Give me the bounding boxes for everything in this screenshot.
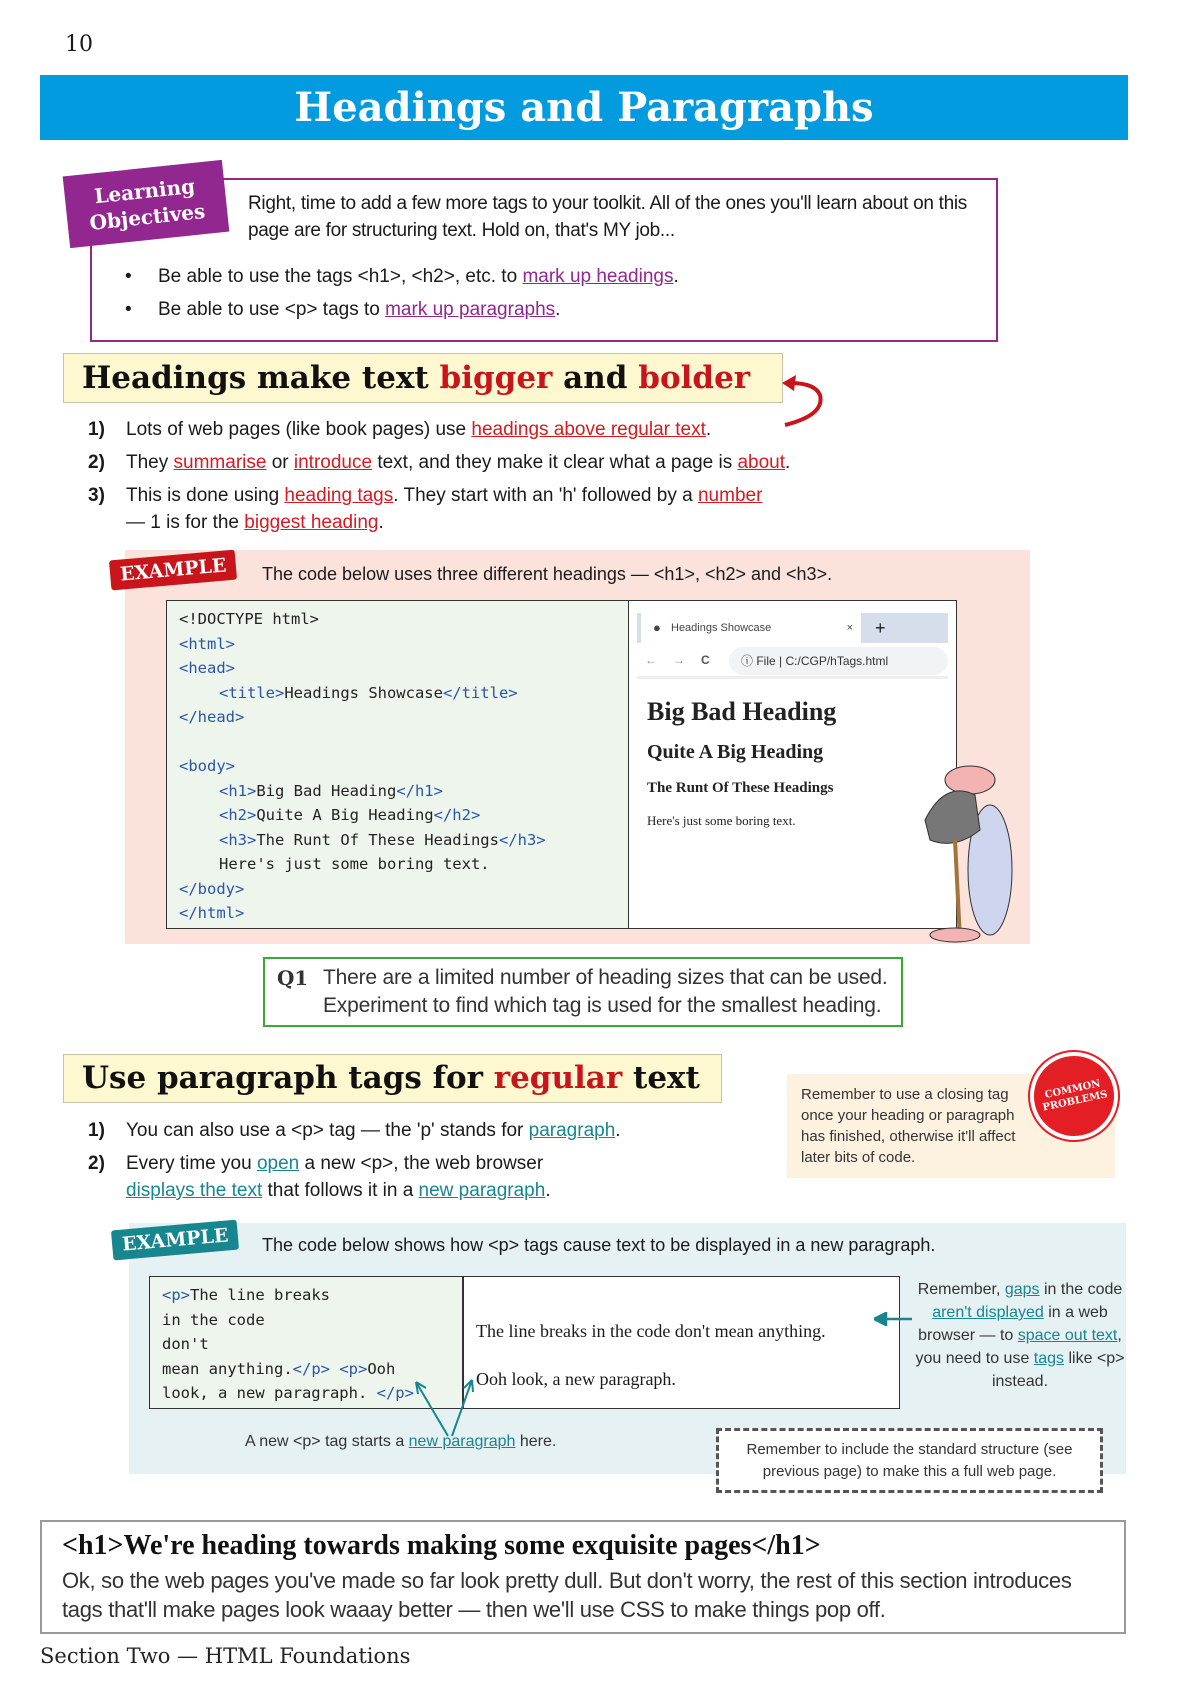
rendered-paragraph: Here's just some boring text. bbox=[647, 813, 796, 828]
link[interactable]: mark up headings bbox=[522, 266, 674, 287]
new-tab-button[interactable]: + bbox=[875, 618, 886, 638]
link[interactable]: heading tags bbox=[284, 485, 394, 506]
list-item: 1) Lots of web pages (like book pages) use headings above regular text. bbox=[88, 419, 712, 440]
summary-box bbox=[40, 1520, 1126, 1634]
back-button[interactable]: ← bbox=[645, 653, 657, 667]
list-item: 2) They summarise or introduce text, and they make it clear what a page is about. bbox=[88, 452, 791, 473]
rendered-h1: Big Bad Heading bbox=[647, 697, 837, 726]
grandpa-character-illustration bbox=[905, 760, 1025, 945]
close-icon[interactable]: × bbox=[846, 622, 853, 634]
link[interactable]: introduce bbox=[293, 452, 373, 473]
rendered-h3: The Runt Of These Headings bbox=[647, 780, 834, 796]
arrow-caption: A new <p> tag starts a new paragraph here. bbox=[245, 1433, 557, 1450]
link[interactable]: displays the text bbox=[126, 1180, 263, 1201]
left-arrow-icon bbox=[874, 1312, 914, 1326]
bottom-area bbox=[40, 1520, 1126, 1668]
common-problems-note: Remember to use a closing tag once your heading or paragraph has finished, otherwise it'll affect later bits of code. bbox=[787, 1074, 1115, 1178]
tag-line: Learning bbox=[93, 173, 197, 209]
code-block: <!DOCTYPE html> <html> <head> <title>Headings Showcase</title> </head> <body> <h1>Big Bad Heading</h1> <h2>Quite A Big Heading</h2> <h3>The Runt Of These Headings</h3> Here's just some boring text. </body> </html> bbox=[166, 600, 629, 929]
example-tag: EXAMPLE bbox=[109, 550, 238, 591]
code-block: <p>The line breaks in the code don't mean anything.</p> <p>Ooh look, a new paragraph. </p> bbox=[149, 1276, 463, 1409]
objectives-intro: Right, time to add a few more tags to your toolkit. All of the ones you'll learn about on this page are for structuring text. Hold on, that's MY job... bbox=[248, 193, 967, 241]
link[interactable]: biggest heading bbox=[244, 512, 379, 533]
question-box: Q1 There are a limited number of heading sizes that can be used. Experiment to find which tag is used for the smallest heading. bbox=[263, 957, 903, 1027]
forward-button[interactable]: → bbox=[673, 653, 685, 667]
rendered-h2: Quite A Big Heading bbox=[647, 741, 824, 763]
link[interactable]: about bbox=[737, 452, 786, 473]
link[interactable]: mark up paragraphs bbox=[385, 299, 556, 320]
rendered-output: The line breaks in the code don't mean anything. Ooh look, a new paragraph. bbox=[463, 1276, 900, 1409]
page-number: 10 bbox=[65, 32, 93, 57]
link[interactable]: open bbox=[256, 1153, 300, 1174]
text: Be able to use the tags <h1>, <h2>, etc. to bbox=[158, 266, 523, 287]
link[interactable]: number bbox=[697, 485, 763, 506]
list-item: 2) Every time you open a new <p>, the web browser displays the text that follows it in a new paragraph. bbox=[88, 1153, 551, 1201]
footer-section-label: Section Two — HTML Foundations bbox=[40, 1644, 411, 1668]
common-problems-badge: COMMON PROBLEMS bbox=[1022, 1044, 1126, 1148]
summary-heading: <h1>We're heading towards making some exquisite pages</h1> bbox=[62, 1530, 821, 1561]
list-item: 1) You can also use a <p> tag — the 'p' stands for paragraph. bbox=[88, 1120, 621, 1141]
objective-item: • Be able to use <p> tags to mark up paragraphs. bbox=[125, 299, 561, 320]
address-bar[interactable]: ⓘ File | C:/CGP/hTags.html bbox=[729, 647, 948, 675]
link[interactable]: headings above regular text bbox=[471, 419, 706, 440]
page-title: Headings and Paragraphs bbox=[40, 75, 1128, 140]
section-heading-paragraphs: Use paragraph tags for regular text bbox=[63, 1054, 722, 1103]
pointer-arrows-icon bbox=[400, 1370, 490, 1440]
example-caption: The code below shows how <p> tags cause text to be displayed in a new paragraph. bbox=[262, 1235, 936, 1255]
reload-button[interactable]: C bbox=[701, 653, 710, 667]
example-tag: EXAMPLE bbox=[111, 1220, 240, 1261]
globe-icon: ● bbox=[653, 620, 661, 635]
link[interactable]: summarise bbox=[173, 452, 267, 473]
browser-tab[interactable]: ● Headings Showcase × bbox=[641, 613, 861, 643]
list-item: 3) This is done using heading tags. They start with an 'h' followed by a number — 1 is for the biggest heading. bbox=[88, 485, 763, 533]
gaps-note: Remember, gaps in the code aren't displayed in a web browser — to space out text, you need to use tags like <p> instead. bbox=[915, 1281, 1125, 1390]
link[interactable]: paragraph bbox=[528, 1120, 616, 1141]
objective-item: • Be able to use the tags <h1>, <h2>, etc. to mark up headings. bbox=[125, 266, 679, 287]
text: Be able to use <p> tags to bbox=[158, 299, 386, 320]
tag-line: Objectives bbox=[88, 198, 207, 235]
section-heading-headings: Headings make text bigger and bolder bbox=[63, 353, 783, 403]
summary-text: Ok, so the web pages you've made so far look pretty dull. But don't worry, the rest of this section introduces tags that'll make pages look waaay better — then we'll use CSS to make things pop off. bbox=[62, 1568, 1072, 1622]
reminder-note: Remember to include the standard structure (see previous page) to make this a full web page. bbox=[716, 1428, 1103, 1493]
example-caption: The code below uses three different headings — <h1>, <h2> and <h3>. bbox=[262, 564, 833, 584]
link[interactable]: new paragraph bbox=[418, 1180, 546, 1201]
